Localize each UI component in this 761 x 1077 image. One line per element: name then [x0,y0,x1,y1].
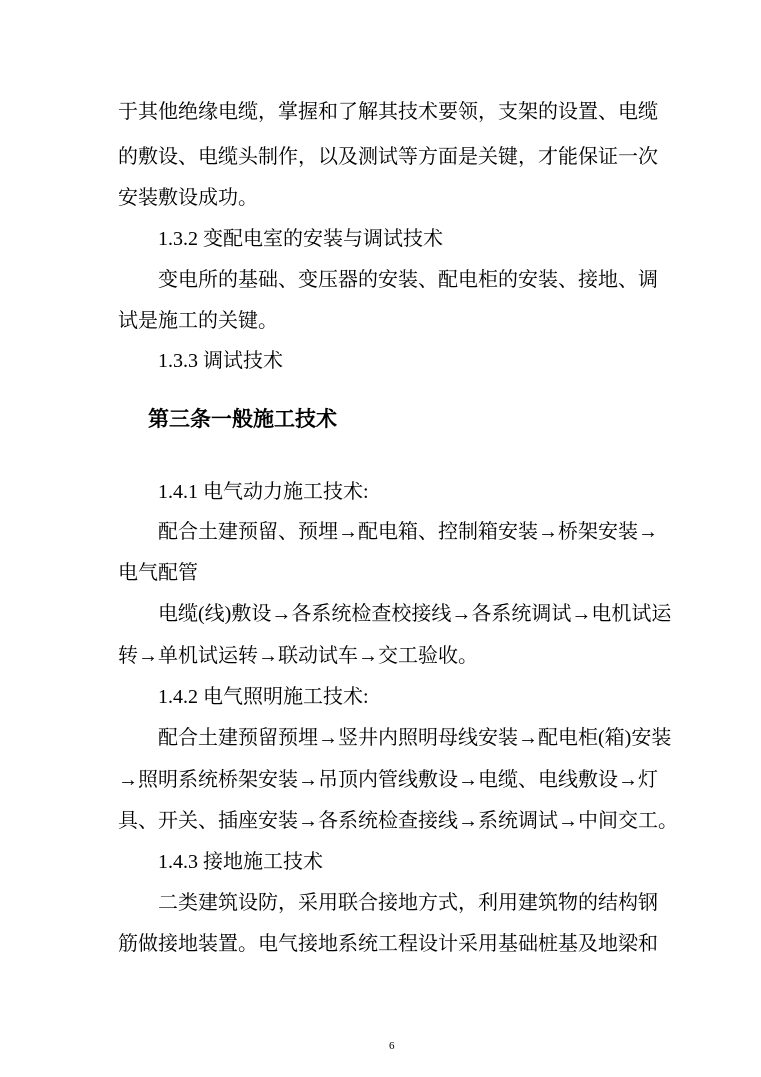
section-title-1-4-1: 1.4.1 电气动力施工技术: [158,481,369,503]
paragraph-line: 电气配管 [118,562,198,584]
paragraph-line: →照明系统桥架安装→吊顶内管线敷设→电缆、电线敷设→灯 [118,769,658,791]
section-title-1-4-3: 1.4.3 接地施工技术 [158,851,323,873]
paragraph-line: 变电所的基础、变压器的安装、配电柜的安装、接地、调 [158,269,658,291]
section-title-1-4-2: 1.4.2 电气照明施工技术: [158,686,369,708]
paragraph-line: 配合土建预留、预埋→配电箱、控制箱安装→桥架安装→ [158,521,658,543]
paragraph-line: 筋做接地装置。电气接地系统工程设计采用基础桩基及地梁和 [118,933,658,955]
paragraph-line: 于其他绝缘电缆，掌握和了解其技术要领，支架的设置、电缆 [118,101,658,123]
page-number: 6 [389,1040,395,1052]
paragraph-line: 安装敷设成功。 [118,187,258,209]
paragraph-line: 试是施工的关键。 [118,310,278,332]
paragraph-line: 具、开关、插座安装→各系统检查接线→系统调试→中间交工。 [118,810,678,832]
section-title-1-3-2: 1.3.2 变配电室的安装与调试技术 [158,228,443,250]
paragraph-line: 的敷设、电缆头制作，以及测试等方面是关键，才能保证一次 [118,146,658,168]
chapter-heading: 第三条一般施工技术 [148,407,337,431]
section-title-1-3-3: 1.3.3 调试技术 [158,350,283,372]
paragraph-line: 二类建筑设防，采用联合接地方式，利用建筑物的结构钢 [158,892,658,914]
paragraph-line: 电缆(线)敷设→各系统检查校接线→各系统调试→电机试运 [158,603,672,625]
paragraph-line: 配合土建预留预埋→竖井内照明母线安装→配电柜(箱)安装 [158,727,672,749]
paragraph-line: 转→单机试运转→联动试车→交工验收。 [118,645,478,667]
